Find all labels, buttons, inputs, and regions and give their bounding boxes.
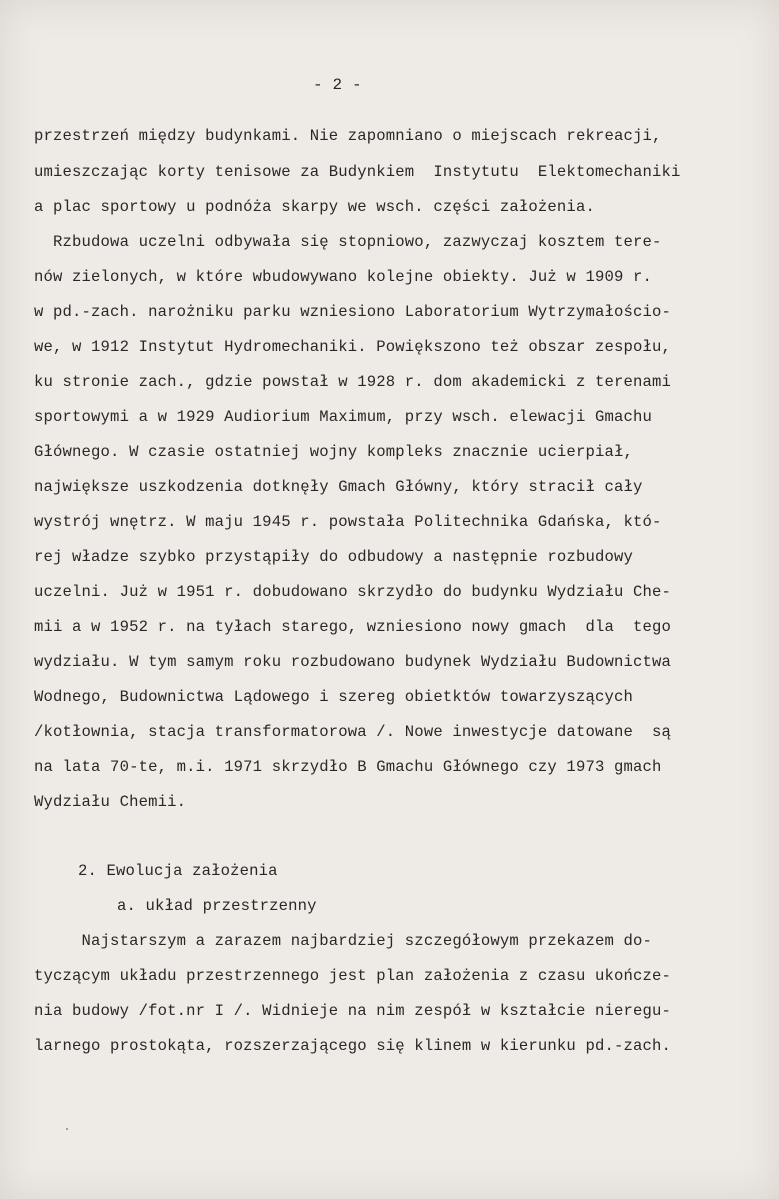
- text-line: tyczącym układu przestrzennego jest plan założenia z czasu ukończe-: [34, 967, 672, 985]
- text-line: larnego prostokąta, rozszerzającego się klinem w kierunku pd.-zach.: [34, 1037, 672, 1055]
- text-line: nów zielonych, w które wbudowywano kolejne obiekty. Już w 1909 r.: [34, 268, 653, 286]
- text-line: na lata 70-te, m.i. 1971 skrzydło B Gmachu Głównego czy 1973 gmach: [34, 758, 662, 776]
- subsection-heading: a. układ przestrzenny: [117, 897, 317, 915]
- text-line: Rzbudowa uczelni odbywała się stopniowo, zazwyczaj kosztem tere-: [34, 233, 662, 251]
- text-line: wydziału. W tym samym roku rozbudowano budynek Wydziału Budownictwa: [34, 653, 672, 671]
- text-line: Głównego. W czasie ostatniej wojny kompleks znacznie ucierpiał,: [34, 443, 633, 461]
- text-line: a plac sportowy u podnóża skarpy we wsch. części założenia.: [34, 198, 595, 216]
- text-line: największe uszkodzenia dotknęły Gmach Główny, który stracił cały: [34, 478, 643, 496]
- section-heading: 2. Ewolucja założenia: [78, 862, 278, 880]
- text-line: ku stronie zach., gdzie powstał w 1928 r. dom akademicki z terenami: [34, 373, 672, 391]
- text-line: mii a w 1952 r. na tyłach starego, wzniesiono nowy gmach dla tego: [34, 618, 672, 636]
- text-line: uczelni. Już w 1951 r. dobudowano skrzydło do budynku Wydziału Che-: [34, 583, 672, 601]
- text-line: nia budowy /fot.nr I /. Widnieje na nim zespół w kształcie nieregu-: [34, 1002, 672, 1020]
- text-line: Wodnego, Budownictwa Lądowego i szereg obietktów towarzyszących: [34, 688, 633, 706]
- text-line: wystrój wnętrz. W maju 1945 r. powstała Politechnika Gdańska, któ-: [34, 513, 662, 531]
- text-line: rej władze szybko przystąpiły do odbudowy a następnie rozbudowy: [34, 548, 633, 566]
- text-line: we, w 1912 Instytut Hydromechaniki. Powiększono też obszar zespołu,: [34, 338, 672, 356]
- paper-speck: [66, 1128, 68, 1130]
- text-line: w pd.-zach. narożniku parku wzniesiono Laboratorium Wytrzymałościo-: [34, 303, 672, 321]
- text-line: Najstarszym a zarazem najbardziej szczegółowym przekazem do-: [34, 932, 653, 950]
- page-number: - 2 -: [313, 76, 362, 94]
- text-line: /kotłownia, stacja transformatorowa /. Nowe inwestycje datowane są: [34, 723, 672, 741]
- text-line: sportowymi a w 1929 Audiorium Maximum, przy wsch. elewacji Gmachu: [34, 408, 653, 426]
- text-line: umieszczając korty tenisowe za Budynkiem Instytutu Elektomechaniki: [34, 163, 681, 181]
- text-line: Wydziału Chemii.: [34, 793, 187, 811]
- text-line: przestrzeń między budynkami. Nie zapomniano o miejscach rekreacji,: [34, 127, 662, 145]
